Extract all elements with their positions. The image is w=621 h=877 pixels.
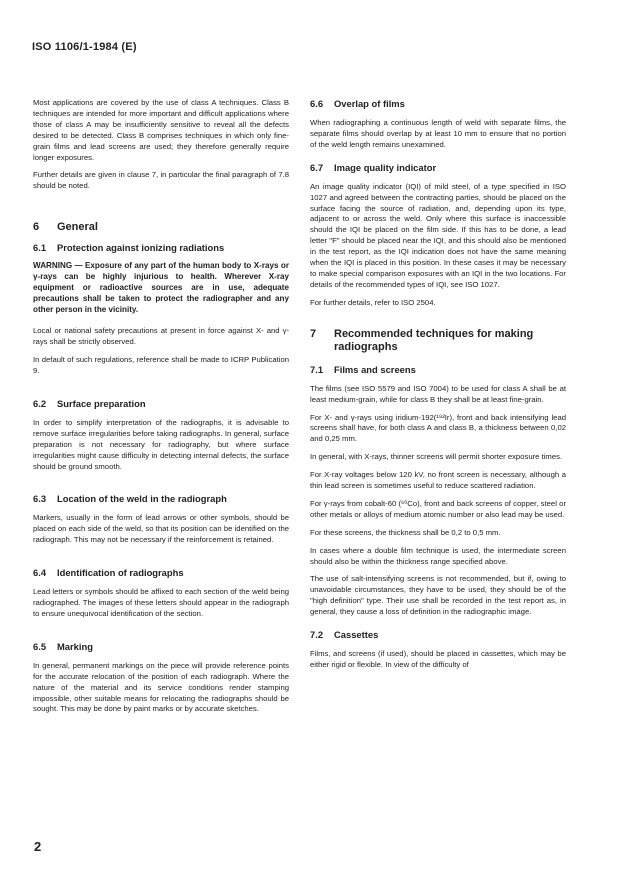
paragraph: Lead letters or symbols should be affixed to each section of the weld being radiographed. The images of these letters should appear in the radiograph to ensure unequivocal identification of the section. [33,587,289,618]
page-number: 2 [34,839,42,854]
section-heading-6-3: 6.3 Location of the weld in the radiograph [33,493,227,505]
section-heading-6-7: 6.7 Image quality indicator [310,161,437,173]
paragraph: For further details, refer to ISO 2504. [310,297,436,307]
right-column [310,98,566,678]
section-heading-7-2: 7.2 Cassettes [310,629,379,641]
section-heading-7: 7 Recommended techniques for making radiographs [310,327,534,353]
paragraph: When radiographing a continuous length of weld with separate films, the separate films should overlap by at least 10 mm to ensure that no portion of the weld length remains unexamined. [310,118,566,149]
section-heading-7-1: 7.1 Films and screens [310,363,416,375]
paragraph: Further details are given in clause 7, in particular the final paragraph of 7.8 should be noted. [33,170,289,191]
section-heading-6: 6 General [33,221,98,234]
paragraph: In default of such regulations, reference shall be made to ICRP Publication 9. [33,355,289,375]
left-column [33,98,289,722]
section-heading-6-4: 6.4 Identification of radiographs [33,567,184,579]
paragraph: The use of salt-intensifying screens is not recommended, but if, owing to unavoidable circumstances, they have to be used, they should be of the "high definition" type. Their use shall be recorded in the test report as, in general, they cause a loss of definition in the radiographic image. [310,574,566,617]
paragraph: For X- and γ-rays using iridium-192(¹⁹²Ir), front and back intensifying lead screens shall have, for both class A and class B, a thickness between 0,02 and 0,25 mm. [310,412,566,444]
paragraph: Markers, usually in the form of lead arrows or other symbols, should be placed on each side of the weld, so that its position can be identified on the radiograph. This may not be necessary if the reinforcement is retained. [33,513,289,545]
paragraph: In general, with X-rays, thinner screens will permit shorter exposure times. [310,452,563,462]
paragraph: Local or national safety precautions at present in force against X- and γ-rays shall be strictly observed. [33,326,289,347]
paragraph: For γ-rays from cobalt-60 (⁶⁰Co), front and back screens of copper, steel or other metals or alloys of medium atomic number or also lead may be used. [310,498,566,519]
paragraph: In general, permanent markings on the piece will provide reference points for the accurate relocation of the position of each radiograph. Where the nature of the material and its service conditions render stamping impossible, other suitable means for relocating the radiographs should be sought. This may be done by paint marks or by accurate sketches. [33,660,289,714]
paragraph: An image quality indicator (IQI) of mild steel, of a type specified in ISO 1027 and agreed between the contracting parties, should be placed on the surface facing the source of radiation, and, depending upon its type, adjacent to or across the weld. Only where this surface is inaccessible should the IQI be placed on the film side. If this has to be done, a lead letter "F" should be placed near the IQI, and this should also be mentioned in the test report, as the IQI indication does not have the same meaning when the IQI is placed in this position. In these cases it may be necessary to make special comparison exposures with an IQI in the two locations. For details of the recommended types of IQI, see ISO 1027. [310,181,566,289]
section-heading-6-2: 6.2 Surface preparation [33,397,146,409]
paragraph: In cases where a double film technique is used, the intermediate screen should also be within the thickness range specified above. [310,545,566,566]
paragraph: For these screens, the thickness shall be 0,2 to 0,5 mm. [310,527,501,537]
section-heading-6-5: 6.5 Marking [33,640,93,652]
warning-text: WARNING — Exposure of any part of the human body to X-rays or γ-rays can be highly injurious to health. Wherever X-ray equipment or radioactive sources are in use, adequate precautions shall be taken to protect the radiographer and any other person in the vicinity. [33,261,289,315]
paragraph: For X-ray voltages below 120 kV, no front screen is necessary, although a thin lead screen is sometimes useful to reduce scattered radiation. [310,470,566,491]
paragraph: In order to simplify interpretation of the radiographs, it is advisable to remove surface irregularities before taking radiographs. In general, surface preparation is not necessary for radiography, but where surface irregularities might cause difficulty in detecting internal defects, the surface should be ground smooth. [33,417,289,471]
section-heading-6-6: 6.6 Overlap of films [310,98,405,109]
paragraph: The films (see ISO 5579 and ISO 7004) to be used for class A shall be at least medium-grain, while for class B they shall be at least fine-grain. [310,383,566,404]
paragraph: Most applications are covered by the use of class A techniques. Class B techniques are intended for more important and difficult applications where those of class A may be insufficiently sensitive to reveal all the defects desired to be detected. Class B comprises techniques in which only fine-grain films and lead screens are used; they therefore generally require longer exposures. [33,98,289,162]
paragraph: Films, and screens (if used), should be placed in cassettes, which may be either rigid or flexible. In view of the difficulty of [310,649,566,669]
document-header: ISO 1106/1-1984 (E) [32,41,137,53]
section-heading-6-1: 6.1 Protection against ionizing radiations [33,242,225,254]
